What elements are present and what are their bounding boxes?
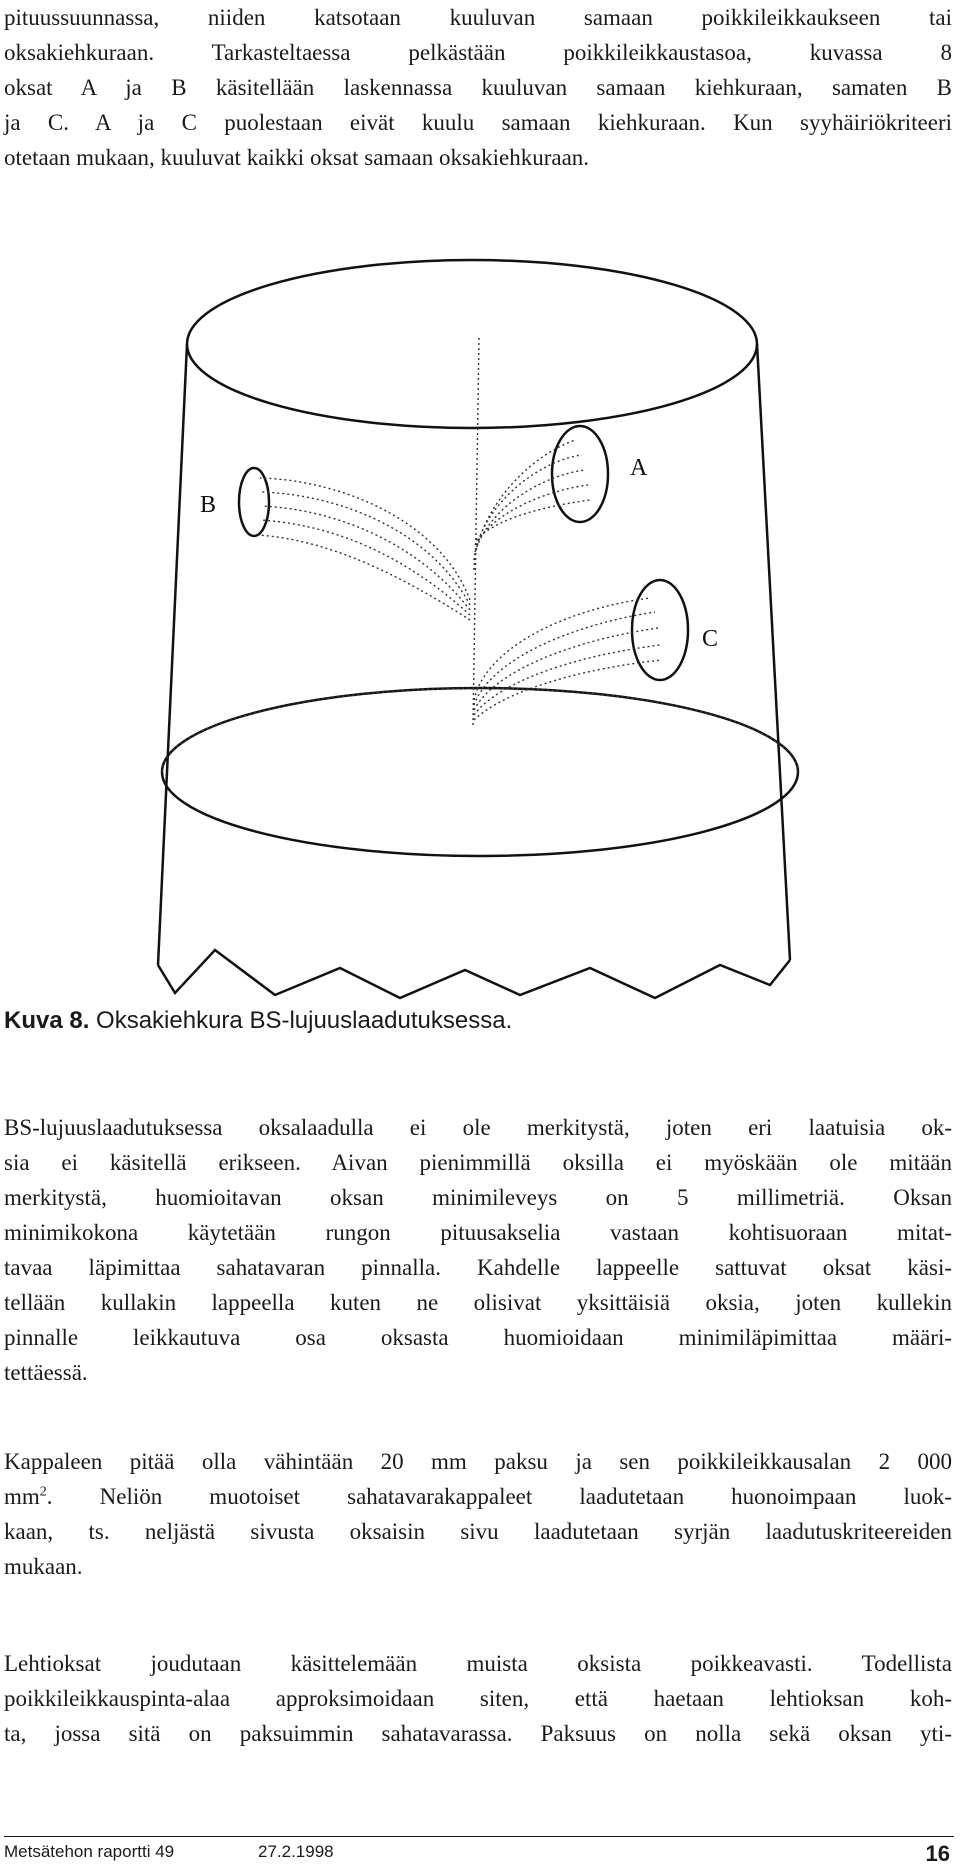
text-line: pinnalle leikkautuva osa oksasta huomioidaan minimiläpimittaa määri- <box>4 1325 952 1350</box>
knot-c <box>632 580 688 680</box>
unit-mm: mm <box>4 1484 40 1509</box>
text-line: merkitystä, huomioitavan oksan minimileveys on 5 millimetriä. Oksan <box>4 1185 952 1210</box>
trunk-right-edge <box>757 344 790 960</box>
text-line: oksakiehkuraan. Tarkasteltaessa pelkästään poikkileikkaustasoa, kuvassa 8 <box>4 40 952 65</box>
knot-a <box>552 426 608 522</box>
text-line: pituussuunnassa, niiden katsotaan kuuluvan samaan poikkileikkaukseen tai <box>4 5 952 30</box>
text-line: BS-lujuuslaadutuksessa oksalaadulla ei ole merkitystä, joten eri laatuisia ok- <box>4 1115 952 1140</box>
paragraph-4 <box>4 1646 952 1751</box>
label-b: B <box>200 492 217 518</box>
caption-text: Oksakiehkura BS-lujuuslaadutuksessa. <box>89 1007 513 1034</box>
text-line: mukaan. <box>4 1554 83 1579</box>
branch-to-a <box>475 470 585 552</box>
footer-rule <box>4 1836 954 1837</box>
text-line: ja C. A ja C puolestaan eivät kuulu samaan kiehkuraan. Kun syyhäiriökriteeri <box>4 110 952 135</box>
text-line: sia ei käsitellä erikseen. Aivan pienimmillä oksilla ei myöskään ole mitään <box>4 1150 952 1175</box>
label-c: C <box>702 626 719 652</box>
text-line: poikkileikkauspinta-alaa approksimoidaan siten, että haetaan lehtioksan koh- <box>4 1686 952 1711</box>
caption-label: Kuva 8. <box>4 1007 90 1034</box>
branch-to-c <box>474 598 650 700</box>
label-a: A <box>630 455 648 481</box>
text-line: tellään kullakin lappeella kuten ne olisivat yksittäisiä oksia, joten kullekin <box>4 1290 952 1315</box>
top-cross-section <box>187 260 757 428</box>
paragraph-2 <box>4 1110 952 1390</box>
unit-superscript: 2 <box>39 1484 47 1500</box>
text-line <box>4 1479 952 1514</box>
text-line: Kappaleen pitää olla vähintään 20 mm paksu ja sen poikkileikkausalan 2 000 <box>4 1449 952 1474</box>
trunk-jagged-bottom <box>158 950 790 998</box>
text-line: minimikokona käytetään rungon pituusakselia vastaan kohtisuoraan mitat- <box>4 1220 952 1245</box>
figure-caption <box>4 1006 512 1036</box>
branch-to-a <box>474 455 582 560</box>
text-line: kaan, ts. neljästä sivusta oksaisin sivu laadutetaan syrjän laadutuskriteereiden <box>4 1519 952 1544</box>
text-line: otetaan mukaan, kuuluvat kaikki oksat samaan oksakiehkuraan. <box>4 145 590 170</box>
text-line: tavaa läpimittaa sahatavaran pinnalla. Kahdelle lappeelle sattuvat oksat käsi- <box>4 1255 952 1280</box>
branch-to-b <box>260 478 470 600</box>
page-number: 16 <box>925 1841 950 1866</box>
footer-publication: Metsätehon raportti 49 <box>4 1842 175 1861</box>
pith-axis <box>473 338 479 725</box>
branch-to-b <box>262 506 470 610</box>
trunk-left-edge <box>158 344 187 965</box>
text-segment: . Neliön muotoiset sahatavarakappaleet laadutetaan huonoimpaan luok- <box>46 1484 952 1509</box>
lower-cross-section <box>162 688 798 856</box>
text-line: tettäessä. <box>4 1360 88 1385</box>
text-line: ta, jossa sitä on paksuimmin sahatavarassa. Paksuus on nolla sekä oksan yti- <box>4 1721 952 1746</box>
text-line: Lehtioksat joudutaan käsittelemään muista oksista poikkeavasti. Todellista <box>4 1651 952 1676</box>
branch-to-a <box>475 485 588 545</box>
branch-to-b <box>262 492 470 605</box>
text-line: oksat A ja B käsitellään laskennassa kuuluvan samaan kiehkuraan, samaten B <box>4 75 952 100</box>
paragraph-3 <box>4 1444 952 1584</box>
footer-date: 27.2.1998 <box>258 1842 334 1861</box>
branch-to-b <box>258 535 470 620</box>
